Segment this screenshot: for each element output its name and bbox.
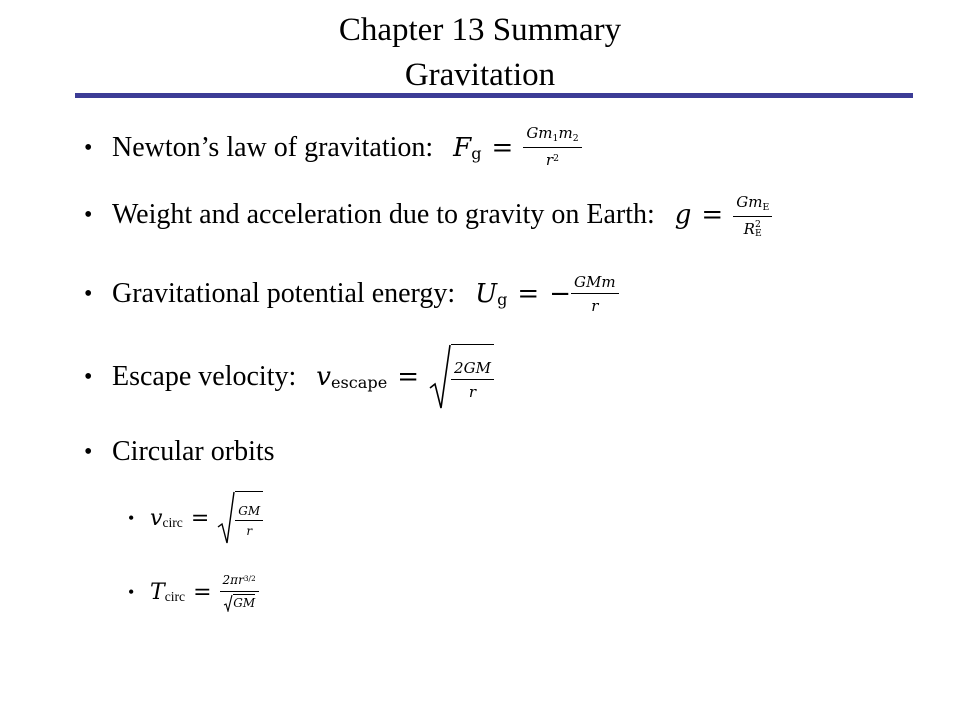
den-part: r bbox=[545, 151, 554, 169]
fraction bbox=[235, 503, 263, 539]
formula-gravitational-force bbox=[453, 123, 581, 173]
equals-sign: = bbox=[397, 362, 420, 392]
formula-var: T bbox=[150, 579, 165, 605]
fraction-numerator: 2GM bbox=[451, 358, 494, 380]
title-divider bbox=[75, 93, 913, 98]
bullet-text: Newton’s law of gravitation: bbox=[112, 132, 434, 163]
fraction-denominator: r bbox=[591, 297, 599, 315]
bullet-marker: • bbox=[84, 363, 93, 390]
radical-sign-icon bbox=[223, 594, 233, 612]
fraction-denominator bbox=[546, 148, 559, 173]
bullet-potential-energy bbox=[84, 266, 619, 322]
subbullet-t-circ bbox=[128, 564, 259, 620]
radical-sign-icon bbox=[217, 491, 235, 545]
fraction-denominator: r bbox=[468, 382, 477, 401]
bullet-text: Escape velocity: bbox=[112, 361, 297, 392]
fraction bbox=[733, 192, 772, 239]
subbullet-v-circ bbox=[128, 490, 263, 546]
fraction bbox=[571, 272, 619, 316]
bullet-marker: • bbox=[84, 134, 93, 161]
formula-subscript: g bbox=[497, 290, 508, 310]
den-part: R bbox=[743, 219, 755, 238]
minus-sign: − bbox=[549, 279, 571, 309]
fraction-numerator: GMm bbox=[571, 272, 619, 294]
formula-var: F bbox=[453, 133, 472, 163]
formula-subscript: circ bbox=[162, 514, 183, 530]
fraction-numerator bbox=[220, 572, 259, 592]
formula-orbital-period bbox=[150, 572, 259, 612]
formula-gravity-earth bbox=[675, 192, 772, 239]
formula-subscript: g bbox=[471, 144, 482, 164]
radical-sign-icon bbox=[429, 344, 451, 410]
formula-var: v bbox=[316, 362, 331, 392]
fraction-denominator bbox=[223, 592, 255, 612]
fraction-numerator bbox=[523, 123, 581, 148]
radicand bbox=[451, 344, 494, 410]
num-part: Gm bbox=[736, 192, 763, 211]
bullet-text: Circular orbits bbox=[112, 436, 275, 467]
bullet-marker: • bbox=[84, 201, 93, 228]
bullet-text: Weight and acceleration due to gravity on Earth: bbox=[112, 199, 655, 230]
equals-sign: = bbox=[190, 505, 210, 531]
fraction-denominator bbox=[744, 217, 762, 239]
equals-sign: = bbox=[517, 279, 540, 309]
fraction bbox=[523, 123, 581, 173]
bullet-marker: • bbox=[128, 581, 135, 602]
formula-var: v bbox=[150, 505, 163, 531]
den-exp: 2 bbox=[553, 152, 559, 164]
fraction-numerator bbox=[733, 192, 772, 217]
bullet-marker: • bbox=[128, 507, 135, 528]
formula-subscript: circ bbox=[164, 588, 186, 604]
slide-title: Chapter 13 Summary bbox=[338, 12, 622, 48]
bullet-newton-law bbox=[84, 120, 582, 176]
num-part: m bbox=[558, 124, 573, 142]
num-sub: 2 bbox=[572, 133, 579, 145]
radicand: GM bbox=[233, 596, 256, 610]
bullet-circular-orbits bbox=[84, 432, 295, 472]
formula-escape-velocity bbox=[316, 344, 494, 410]
fraction bbox=[451, 358, 494, 402]
formula-subscript: escape bbox=[330, 373, 388, 393]
num-part: Gm bbox=[526, 124, 553, 142]
formula-var: U bbox=[475, 279, 498, 309]
bullet-marker: • bbox=[84, 280, 93, 307]
num-exp: 3/2 bbox=[243, 573, 256, 583]
fraction-numerator: GM bbox=[235, 503, 263, 521]
square-root bbox=[217, 491, 263, 545]
equals-sign: = bbox=[193, 579, 212, 605]
num-sub: 1 bbox=[552, 133, 559, 145]
num-part: 2πr bbox=[222, 573, 244, 587]
bullet-marker: • bbox=[84, 438, 93, 465]
equals-sign: = bbox=[701, 200, 724, 230]
num-sub: E bbox=[762, 201, 770, 213]
equals-sign: = bbox=[491, 133, 514, 163]
formula-var: g bbox=[674, 200, 692, 230]
bullet-text: Gravitational potential energy: bbox=[112, 278, 456, 309]
bullet-escape-velocity bbox=[84, 342, 494, 412]
radicand bbox=[235, 491, 263, 545]
fraction-denominator: r bbox=[246, 523, 253, 538]
slide-subtitle: Gravitation bbox=[404, 57, 556, 93]
den-exp: 2 bbox=[754, 219, 761, 231]
square-root bbox=[429, 344, 494, 410]
bullet-weight-gravity bbox=[84, 187, 772, 243]
formula-potential-energy bbox=[475, 272, 618, 316]
formula-circular-velocity bbox=[150, 491, 263, 545]
den-sub: E bbox=[754, 227, 762, 239]
fraction bbox=[220, 572, 259, 612]
